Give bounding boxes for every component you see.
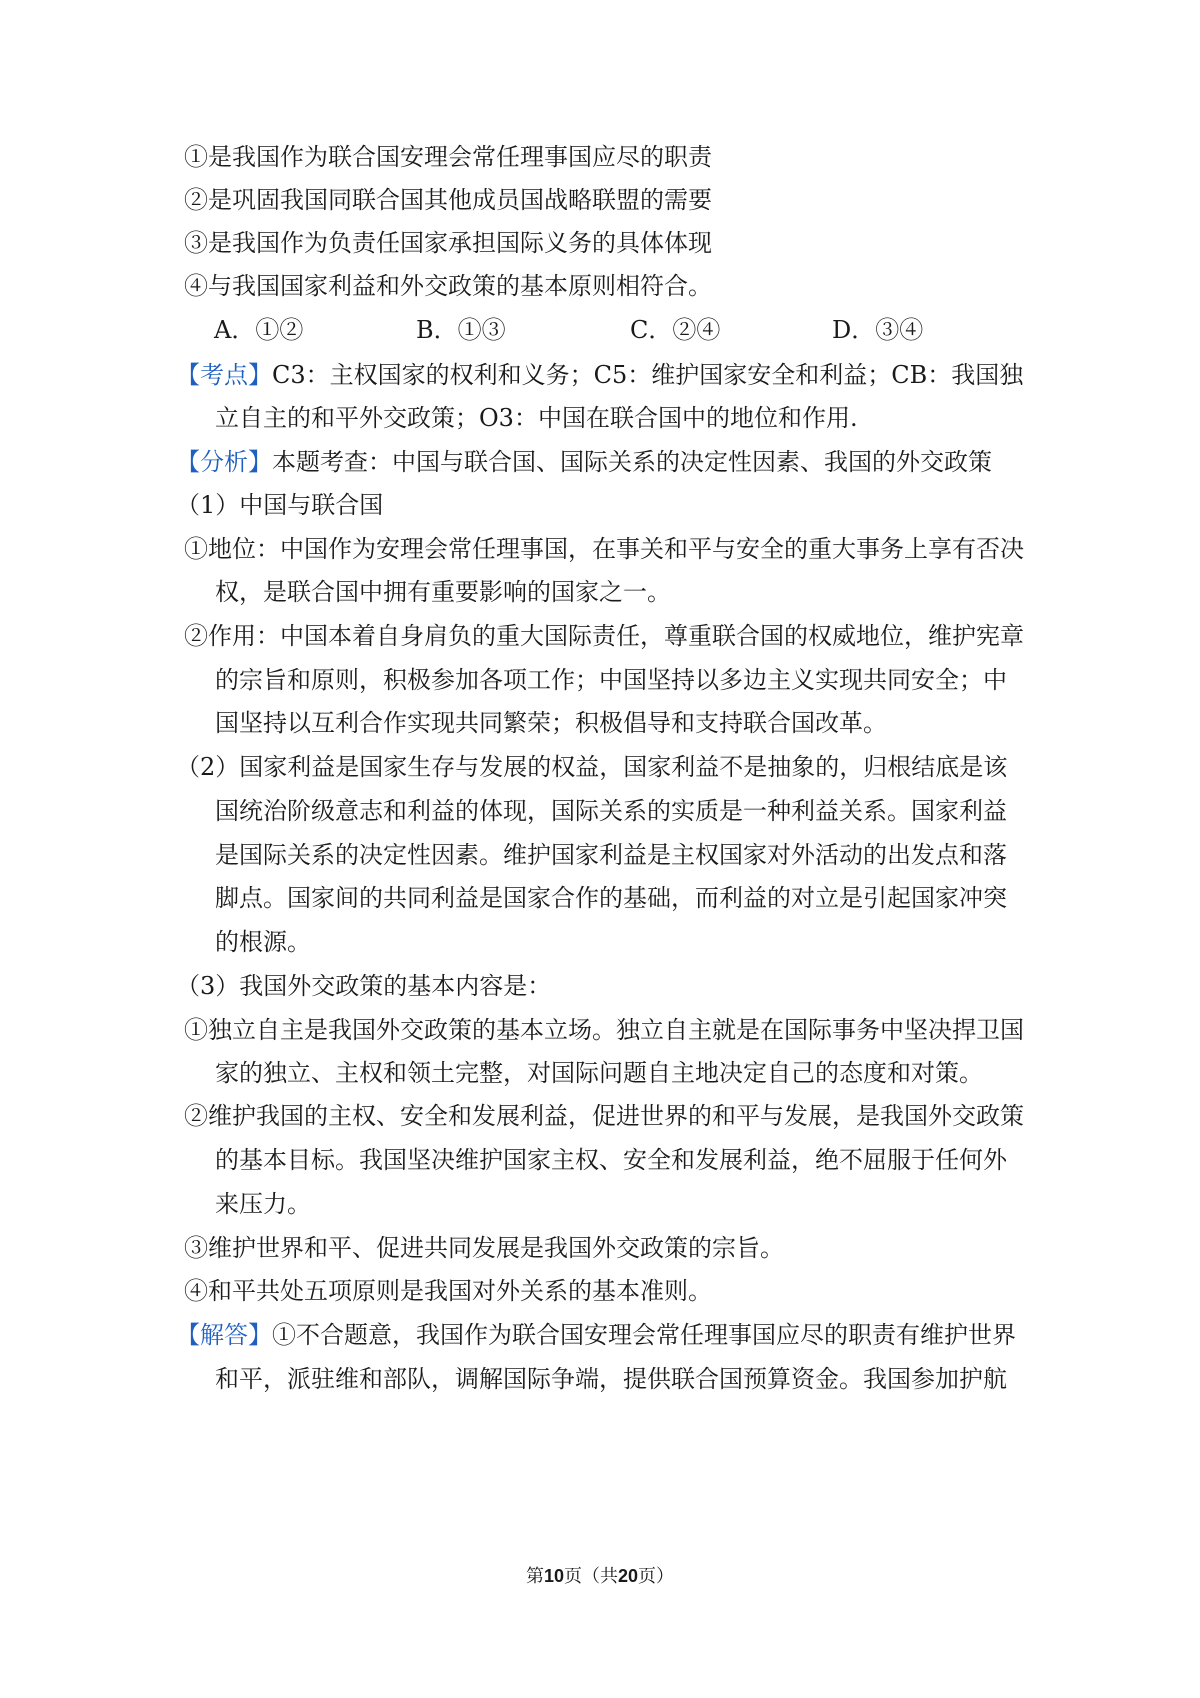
body-line: 国统治阶级意志和利益的体现，国际关系的实质是一种利益关系。国家利益: [215, 797, 1007, 825]
body-line: 是国际关系的决定性因素。维护国家利益是主权国家对外活动的出发点和落: [215, 841, 1007, 869]
fenxi-text-1: 本题考查：中国与联合国、国际关系的决定性因素、我国的外交政策: [272, 448, 992, 476]
fenxi-line-1: [0, 445, 1200, 479]
footer-post: 页）: [638, 1566, 675, 1587]
body-line: 的基本目标。我国坚决维护国家主权、安全和发展利益，绝不屈服于任何外: [215, 1146, 1007, 1174]
body-line: 家的独立、主权和领土完整，对国际问题自主地决定自己的态度和对策。: [215, 1059, 983, 1087]
body-line: ①地位：中国作为安理会常任理事国，在事关和平与安全的重大事务上享有否决: [184, 535, 1024, 563]
kaodian-text-1: C3：主权国家的权利和义务；C5：维护国家安全和利益；CB：我国独: [272, 361, 1024, 389]
option-a: A．①②: [214, 316, 304, 344]
body-line: 国坚持以互利合作实现共同繁荣；积极倡导和支持联合国改革。: [215, 709, 887, 737]
option-c: C．②④: [630, 316, 721, 344]
statement-2: ②是巩固我国同联合国其他成员国战略联盟的需要: [184, 186, 712, 214]
jieda-tag: 【解答】: [176, 1321, 272, 1349]
option-d: D．③④: [832, 316, 924, 344]
body-line: （1）中国与联合国: [176, 491, 384, 519]
footer-mid: 页（共: [564, 1566, 618, 1587]
jieda-text-1: ①不合题意，我国作为联合国安理会常任理事国应尽的职责有维护世界: [272, 1321, 1016, 1349]
kaodian-tag: 【考点】: [176, 361, 272, 389]
body-line: ①独立自主是我国外交政策的基本立场。独立自主就是在国际事务中坚决捍卫国: [184, 1016, 1024, 1044]
body-line: ②维护我国的主权、安全和发展利益，促进世界的和平与发展，是我国外交政策: [184, 1102, 1024, 1130]
fenxi-tag: 【分析】: [176, 448, 272, 476]
body-line: 来压力。: [215, 1190, 311, 1218]
statement-4: ④与我国国家利益和外交政策的基本原则相符合。: [184, 272, 712, 300]
body-line: ④和平共处五项原则是我国对外关系的基本准则。: [184, 1277, 712, 1305]
kaodian-line-2: 立自主的和平外交政策；O3：中国在联合国中的地位和作用.: [215, 404, 858, 432]
page-footer: [0, 1564, 1200, 1589]
statement-3: ③是我国作为负责任国家承担国际义务的具体体现: [184, 229, 712, 257]
body-line: ③维护世界和平、促进共同发展是我国外交政策的宗旨。: [184, 1234, 784, 1262]
body-line: ②作用：中国本着自身肩负的重大国际责任，尊重联合国的权威地位，维护宪章: [184, 622, 1024, 650]
footer-pre: 第: [525, 1566, 544, 1587]
footer-total-pages: 20: [618, 1566, 639, 1586]
body-line: 权，是联合国中拥有重要影响的国家之一。: [215, 578, 671, 606]
body-line: 的根源。: [215, 928, 311, 956]
body-line: 脚点。国家间的共同利益是国家合作的基础，而利益的对立是引起国家冲突: [215, 884, 1007, 912]
jieda-line-1: [0, 1318, 1200, 1352]
kaodian-line-1: [0, 358, 1200, 392]
body-line: 的宗旨和原则，积极参加各项工作；中国坚持以多边主义实现共同安全；中: [215, 666, 1007, 694]
body-line: （3）我国外交政策的基本内容是：: [176, 972, 552, 1000]
statement-1: ①是我国作为联合国安理会常任理事国应尽的职责: [184, 143, 712, 171]
footer-page-number: 10: [543, 1566, 564, 1586]
body-line: （2）国家利益是国家生存与发展的权益，国家利益不是抽象的，归根结底是该: [176, 753, 1008, 781]
jieda-line-2: 和平，派驻维和部队，调解国际争端，提供联合国预算资金。我国参加护航: [215, 1365, 1007, 1393]
option-b: B．①③: [416, 316, 506, 344]
